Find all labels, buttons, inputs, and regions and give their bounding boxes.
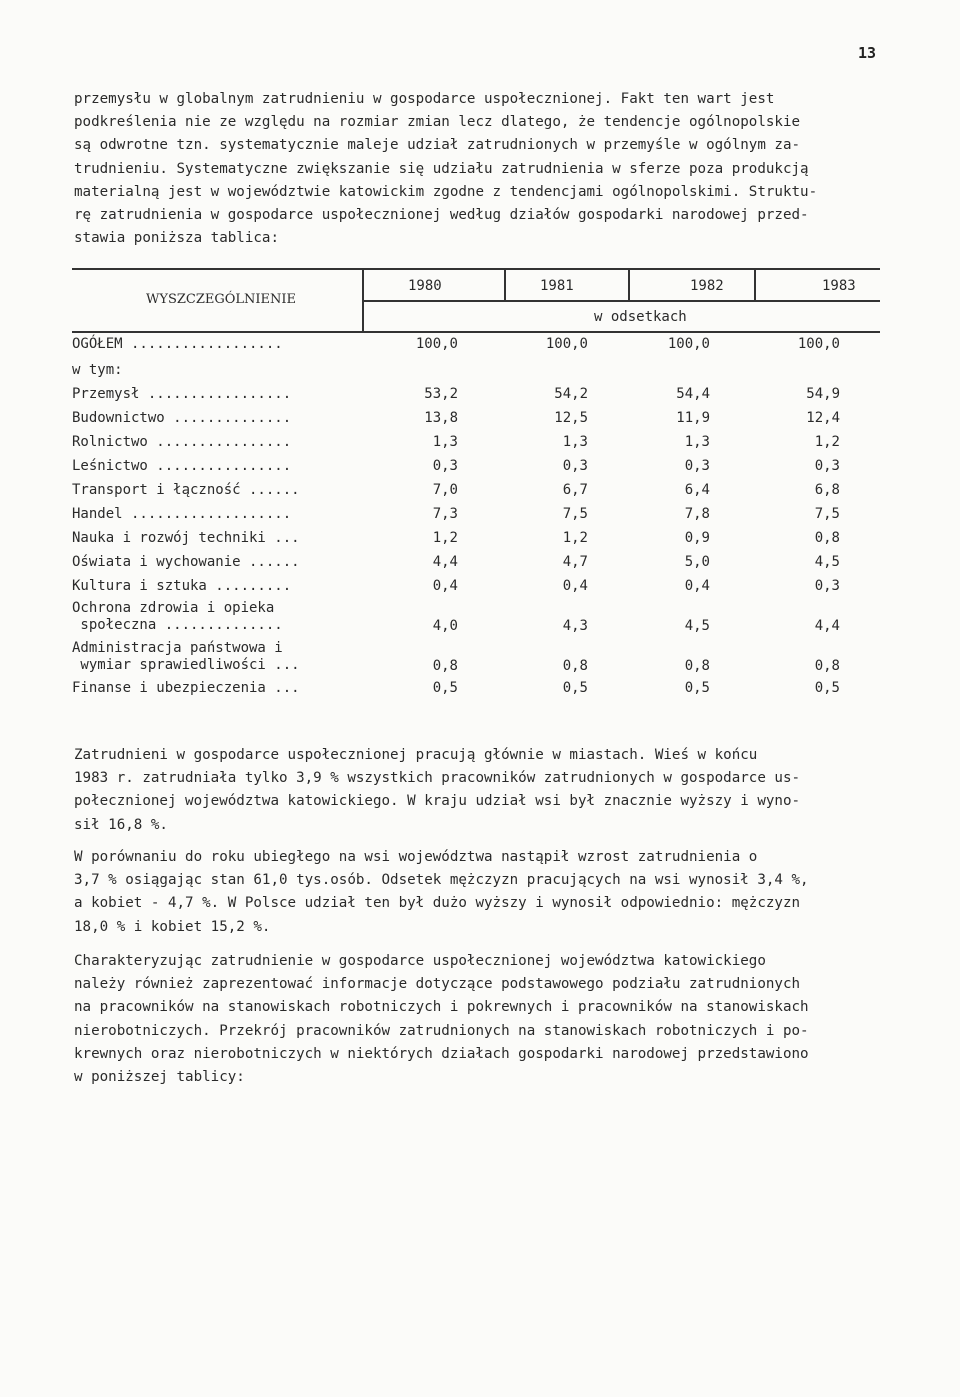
table-cell: 0,8 [814,658,840,674]
table-cell: 4,0 [432,618,458,634]
text-line: 1983 r. zatrudniała tylko 3,9 % wszystkich pracowników zatrudnionych w gospodarce us- [74,770,801,787]
table-cell: 0,8 [562,658,588,674]
table-cell: 0,4 [684,578,710,594]
table-cell: 0,4 [562,578,588,594]
table-cell: 7,8 [684,506,710,522]
table-cell: 7,5 [814,506,840,522]
text-line: podkreślenia nie ze względu na rozmiar zmian lecz dlatego, że tendencje ogólnopolskie [74,114,801,131]
table-cell: 0,8 [684,658,710,674]
table-cell: 4,7 [562,554,588,570]
year-header: 1980 [408,278,442,294]
text-line: 3,7 % osiągając stan 61,0 tys.osób. Odsetek mężczyzn pracujących na wsi wynosił 3,4 %, [74,872,809,889]
table-cell: 1,3 [562,434,588,450]
table-header-label: WYSZCZEGÓLNIENIE [146,292,297,307]
table-column-divider [628,270,630,300]
table-cell: 1,3 [432,434,458,450]
table-cell: 5,0 [684,554,710,570]
table-cell: 100,0 [415,336,458,352]
table-cell: 4,3 [562,618,588,634]
table-cell: 12,5 [554,410,588,426]
table-cell: 100,0 [667,336,710,352]
table-cell: 6,8 [814,482,840,498]
table-row-label: OGÓŁEM .................. [72,336,283,352]
table-cell: 0,5 [684,680,710,696]
table-cell: 0,8 [814,530,840,546]
text-line: są odwrotne tzn. systematycznie maleje udział zatrudnionych w przemyśle w ogólnym za- [74,137,801,154]
text-line: trudnieniu. Systematyczne zwiększanie się udziału zatrudnienia w sferze poza produkcją [74,160,809,177]
table-cell: 7,3 [432,506,458,522]
table-row-label: Rolnictwo ................ [72,434,292,450]
table-cell: 54,9 [806,386,840,402]
table-cell: 0,8 [432,658,458,674]
table-cell: 0,3 [684,458,710,474]
text-line: Zatrudnieni w gospodarce uspołecznionej pracują głównie w miastach. Wieś w końcu [74,747,758,763]
table-cell: 0,5 [562,680,588,696]
table-cell: 1,3 [684,434,710,450]
table-cell: 6,4 [684,482,710,498]
table-row-label: Kultura i sztuka ......... [72,578,292,594]
text-line: należy również zaprezentować informacje dotyczące podstawowego podziału zatrudnionych [74,976,801,993]
table-year-rule [364,300,880,302]
table-cell: 54,2 [554,386,588,402]
text-line: połecznionej województwa katowickiego. W kraju udział wsi był znacznie wyższy i wyno- [74,793,801,810]
table-cell: 12,4 [806,410,840,426]
text-line: nierobotniczych. Przekrój pracowników zatrudnionych na stanowiskach robotniczych i po- [74,1022,809,1039]
text-line: na pracowników na stanowiskach robotniczych i pokrewnych i pracowników na stanowiskach [74,999,809,1016]
table-cell: 0,3 [562,458,588,474]
table-cell: 4,5 [814,554,840,570]
paragraph-comparison [74,846,886,939]
table-cell: 7,5 [562,506,588,522]
table-column-divider [362,270,364,332]
text-line: W porównaniu do roku ubiegłego na wsi województwa nastąpił wzrost zatrudnienia o [74,849,758,865]
text-line: w poniższej tablicy: [74,1069,245,1086]
text-line: sił 16,8 %. [74,816,168,833]
table-cell: 0,5 [432,680,458,696]
table-row-label: Ochrona zdrowia i opieka społeczna .............. [72,600,283,633]
table-cell: 0,3 [814,578,840,594]
text-line: a kobiet - 4,7 %. W Polsce udział ten był dużo wyższy i wynosił odpowiednio: mężczyzn [74,895,801,912]
table-row-label: Budownictwo .............. [72,410,292,426]
table-cell: 100,0 [797,336,840,352]
table-cell: 4,4 [432,554,458,570]
table-cell: 1,2 [814,434,840,450]
unit-header: w odsetkach [594,309,687,325]
table-cell: 11,9 [676,410,710,426]
year-header: 1983 [822,278,856,294]
year-header: 1981 [540,278,574,294]
paragraph-workers [74,950,886,1089]
table-cell: 0,4 [432,578,458,594]
paragraph-rural [74,744,886,837]
table-cell: 0,3 [432,458,458,474]
table-cell: 100,0 [545,336,588,352]
table-row-label: Nauka i rozwój techniki ... [72,530,300,546]
table-cell: 1,2 [432,530,458,546]
table-cell: 4,4 [814,618,840,634]
employment-structure-table [72,268,880,708]
text-line: przemysłu w globalnym zatrudnieniu w gospodarce uspołecznionej. Fakt ten wart jest [74,91,775,107]
text-line: stawia poniższa tablica: [74,230,279,247]
text-line: rę zatrudnienia w gospodarce uspołecznionej według działów gospodarki narodowej przed- [74,207,809,224]
table-cell: 4,5 [684,618,710,634]
table-cell: 53,2 [424,386,458,402]
table-row-label: Transport i łączność ...... [72,482,300,498]
table-cell: 54,4 [676,386,710,402]
table-column-divider [504,270,506,300]
table-cell: 6,7 [562,482,588,498]
table-row-label: Przemysł ................. [72,386,292,402]
table-cell: 7,0 [432,482,458,498]
text-line: krewnych oraz nierobotniczych w niektórych działach gospodarki narodowej przedstawiono [74,1045,809,1062]
table-column-divider [754,270,756,300]
text-line: 18,0 % i kobiet 15,2 %. [74,918,271,935]
table-cell: 1,2 [562,530,588,546]
text-line: Charakteryzując zatrudnienie w gospodarce uspołecznionej województwa katowickiego [74,953,766,969]
page-number: 13 [858,44,877,62]
text-line: materialną jest w województwie katowickim zgodne z tendencjami ogólnopolskimi. Struktu- [74,183,818,200]
table-cell: 0,3 [814,458,840,474]
table-row-label: Finanse i ubezpieczenia ... [72,680,300,696]
table-cell: 0,9 [684,530,710,546]
table-header-bottom-rule [72,331,880,333]
paragraph-intro [74,88,886,250]
table-row-label: Handel ................... [72,506,292,522]
table-row-label: Oświata i wychowanie ...... [72,554,300,570]
table-row-label: w tym: [72,362,123,378]
table-cell: 0,5 [814,680,840,696]
table-row-label: Administracja państwowa i wymiar sprawiedliwości ... [72,640,300,673]
table-row-label: Leśnictwo ................ [72,458,292,474]
year-header: 1982 [690,278,724,294]
table-cell: 13,8 [424,410,458,426]
table-top-rule [72,268,880,270]
